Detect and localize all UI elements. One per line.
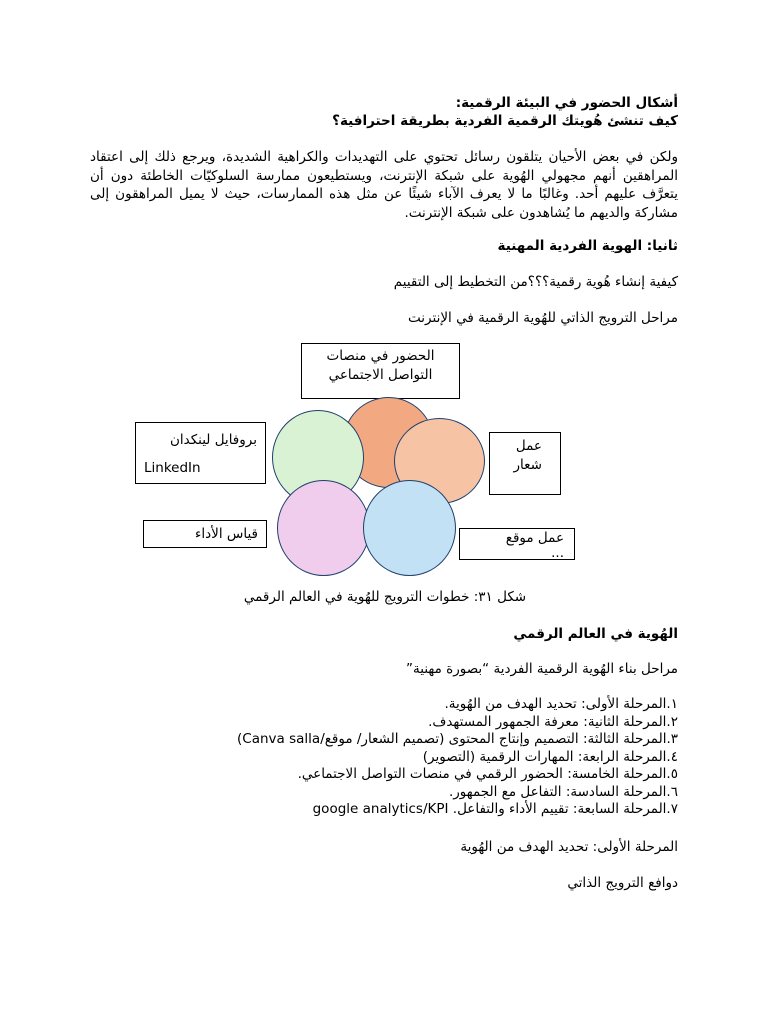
stage-item: ٣.المرحلة الثالثة: التصميم وإنتاج المحتوى (تصميم الشعار/ موقع/Canva salla) xyxy=(237,731,678,747)
stages-title: مراحل الترويج الذاتي للهُوية الرقمية في الإنترنت xyxy=(408,310,678,326)
box-social-presence xyxy=(301,343,460,399)
motives-heading: دوافع الترويج الذاتي xyxy=(567,875,678,891)
question-create-identity: كيفية إنشاء هُوية رقمية؟؟؟من التخطيط إلى التقييم xyxy=(393,274,678,290)
box-measure xyxy=(143,520,267,548)
stage-item: ٧.المرحلة السابعة: تقييم الأداء والتفاعل. google analytics/KPI xyxy=(312,801,678,817)
box-linkedin xyxy=(135,422,266,484)
first-stage-heading: المرحلة الأولى: تحديد الهدف من الهُوية xyxy=(460,839,678,855)
paragraph-teens: ولكن في بعض الأحيان يتلقون رسائل تحتوي على التهديدات والكراهية الشديدة، ويرجع ذلك إلى اعتقاد المراهقين أنهم مجهولي الهُوية على شبكة الإنترنت، ويستطيعون ممارسة السلوكيّات الخاطئة دون أن يتعرَّف عليهم أحد. وغالبًا ما لا يعرف الآباء شيئًا عن مثل هذه الممارسات، حيث لا يميل المراهقون إلى مشاركة والديهم ما يُشاهدون على شبكة الإنترنت. xyxy=(90,149,678,221)
box-social-line2: التواصل الاجتماعي xyxy=(328,367,433,383)
stage-item: ٥.المرحلة الخامسة: الحضور الرقمي في منصات التواصل الاجتماعي. xyxy=(297,766,678,782)
box-logo-line2: شعار xyxy=(513,457,542,473)
stages-list xyxy=(90,696,678,819)
box-linkedin-line2: LinkedIn xyxy=(144,460,201,476)
box-website-line1: عمل موقع xyxy=(505,530,564,546)
build-stages-title: مراحل بناء الهُوية الرقمية الفردية “بصورة مهنية” xyxy=(406,661,678,677)
box-logo-line1: عمل xyxy=(515,438,542,454)
heading-how-to-create: كيف تنشئ هُويتك الرقمية الفردية بطريقة احترافية؟ xyxy=(332,113,678,129)
box-social-line1: الحضور في منصات xyxy=(326,348,435,364)
box-website xyxy=(459,528,575,560)
box-measure-text: قياس الأداء xyxy=(195,526,258,542)
stage-item: ٤.المرحلة الرابعة: المهارات الرقمية (التصوير) xyxy=(422,748,678,765)
section-title-professional-identity: ثانيا: الهوية الفردية المهنية xyxy=(497,238,678,254)
box-logo xyxy=(489,432,561,495)
section-title-digital-identity: الهُوية في العالم الرقمي xyxy=(513,626,678,642)
stage-item: ١.المرحلة الأولى: تحديد الهدف من الهُوية. xyxy=(444,696,678,712)
circle-blue xyxy=(363,480,456,576)
stage-item: ٦.المرحلة السادسة: التفاعل مع الجمهور. xyxy=(449,783,678,800)
box-linkedin-line1: بروفايل لينكدان xyxy=(169,432,257,448)
stage-item: ٢.المرحلة الثانية: معرفة الجمهور المستهدف. xyxy=(428,713,678,730)
heading-presence-forms: أشكال الحضور في البيئة الرقمية: xyxy=(455,95,678,111)
circle-pink xyxy=(277,480,370,576)
figure-caption: شكل ٣١: خطوات الترويج للهُوية في العالم الرقمي xyxy=(243,589,527,605)
box-website-line2: ... xyxy=(551,545,564,561)
